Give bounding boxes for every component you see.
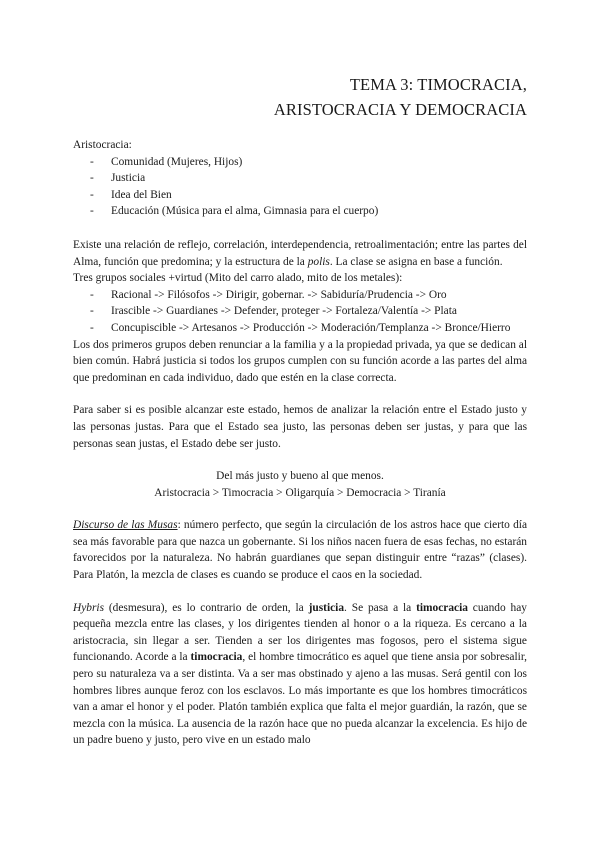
musas-paragraph xyxy=(73,517,527,583)
estado-justo-paragraph: Para saber si es posible alcanzar este estado, hemos de analizar la relación entre el Estado justo y las personas justas. Para que el Estado sea justo, las personas deben ser justas, y para que las personas sean justas, el Estado debe ser justo. xyxy=(73,404,527,450)
grupos-list xyxy=(73,287,527,337)
list-item: - Racional -> Filósofos -> Dirigir, gobernar. -> Sabiduría/Prudencia -> Oro xyxy=(73,287,527,304)
list-item: - Comunidad (Mujeres, Hijos) xyxy=(73,154,527,171)
hybris-text-3: cuando hay pequeña mezcla entre las clases, y los dirigentes tienden al honor o a la riqueza. Es cercano a la aristocracia, sin llegar a ser. Tienden a ser los dirigentes mas fogosos, pero el sistema sigue funcionando. Acorde a la xyxy=(73,601,527,664)
list-item: - Idea del Bien xyxy=(73,187,527,204)
hybris-term: Hybris xyxy=(73,601,105,614)
musas-term: Discurso de las Musas xyxy=(73,519,178,532)
list-item: - Justicia xyxy=(73,170,527,187)
list-item: - Irascible -> Guardianes -> Defender, proteger -> Fortaleza/Valentía -> Plata xyxy=(73,303,527,320)
timocracia-term-2: timocracia xyxy=(190,651,243,664)
musas-text: : número perfecto, que según la circulación de los astros hace que cierto día sea más favorable para que nazca un gobernante. Si los niños nacen fuera de esas fechas, no estarán favorecidos por la naturaleza. No habrán guardianes que sepan distinguir entre “razas” (clases). Para Platón, la mezcla de clases es cuando se produce el caos en la sociedad. xyxy=(73,519,528,582)
aristocracia-heading: Aristocracia: xyxy=(73,139,132,151)
page-title xyxy=(274,72,527,122)
polis-term: polis xyxy=(307,255,330,268)
title-line-1: TEMA 3: TIMOCRACIA, xyxy=(349,75,527,94)
orden-line-1: Del más justo y bueno al que menos. xyxy=(216,470,384,483)
timocracia-term: timocracia xyxy=(416,601,468,614)
grupos-heading: Tres grupos sociales +virtud (Mito del carro alado, mito de los metales): xyxy=(73,272,403,285)
relacion-text-a: Existe una relación de reflejo, correlación, interdependencia, retroalimentación; entre las partes del Alma, función que predomina; y la estructura de la xyxy=(73,238,527,268)
relacion-text-b: . La clase se asigna en base a función. xyxy=(329,255,503,268)
hybris-text-1: (desmesura), es lo contrario de orden, la xyxy=(104,601,309,614)
document-body xyxy=(73,137,527,749)
title-line-2: ARISTOCRACIA Y DEMOCRACIA xyxy=(273,100,527,119)
relacion-paragraph xyxy=(73,237,527,270)
hybris-text-4: , el hombre timocrático es aquel que tiene ansia por sobresalir, pero su naturaleza va a ser distinta. Va a ser mas obstinado y ajeno a las musas. Será gentil con los hombres libres aunque feroz con los esclavos. Lo más importante es que los hombres timocráticos van a amar el honor y el poder. Platón también explica que falta el mejor guardián, la razón, que se mezcla con la música. La ausencia de la razón hace que no pueda alcanzar la excelencia. Es hijo de un padre bueno y justo, pero vive en un estado malo xyxy=(73,651,528,747)
list-item: - Concupiscible -> Artesanos -> Producción -> Moderación/Templanza -> Bronce/Hierro xyxy=(73,320,527,337)
justicia-term: justicia xyxy=(308,601,345,614)
renuncia-paragraph: Los dos primeros grupos deben renunciar a la familia y a la propiedad privada, ya que se dedican al bien común. Habrá justicia si todos los grupos cumplen con su función acorde a las partes del alma que predominan en cada individuo, dado que estén en la clase correcta. xyxy=(73,338,527,384)
hybris-paragraph xyxy=(73,600,527,749)
aristocracia-list xyxy=(73,154,527,220)
list-item: - Educación (Música para el alma, Gimnasia para el cuerpo) xyxy=(73,203,527,220)
hybris-text-2: . Se pasa a la xyxy=(344,601,417,614)
orden-line-2: Aristocracia > Timocracia > Oligarquía > Democracia > Tiranía xyxy=(154,486,446,499)
